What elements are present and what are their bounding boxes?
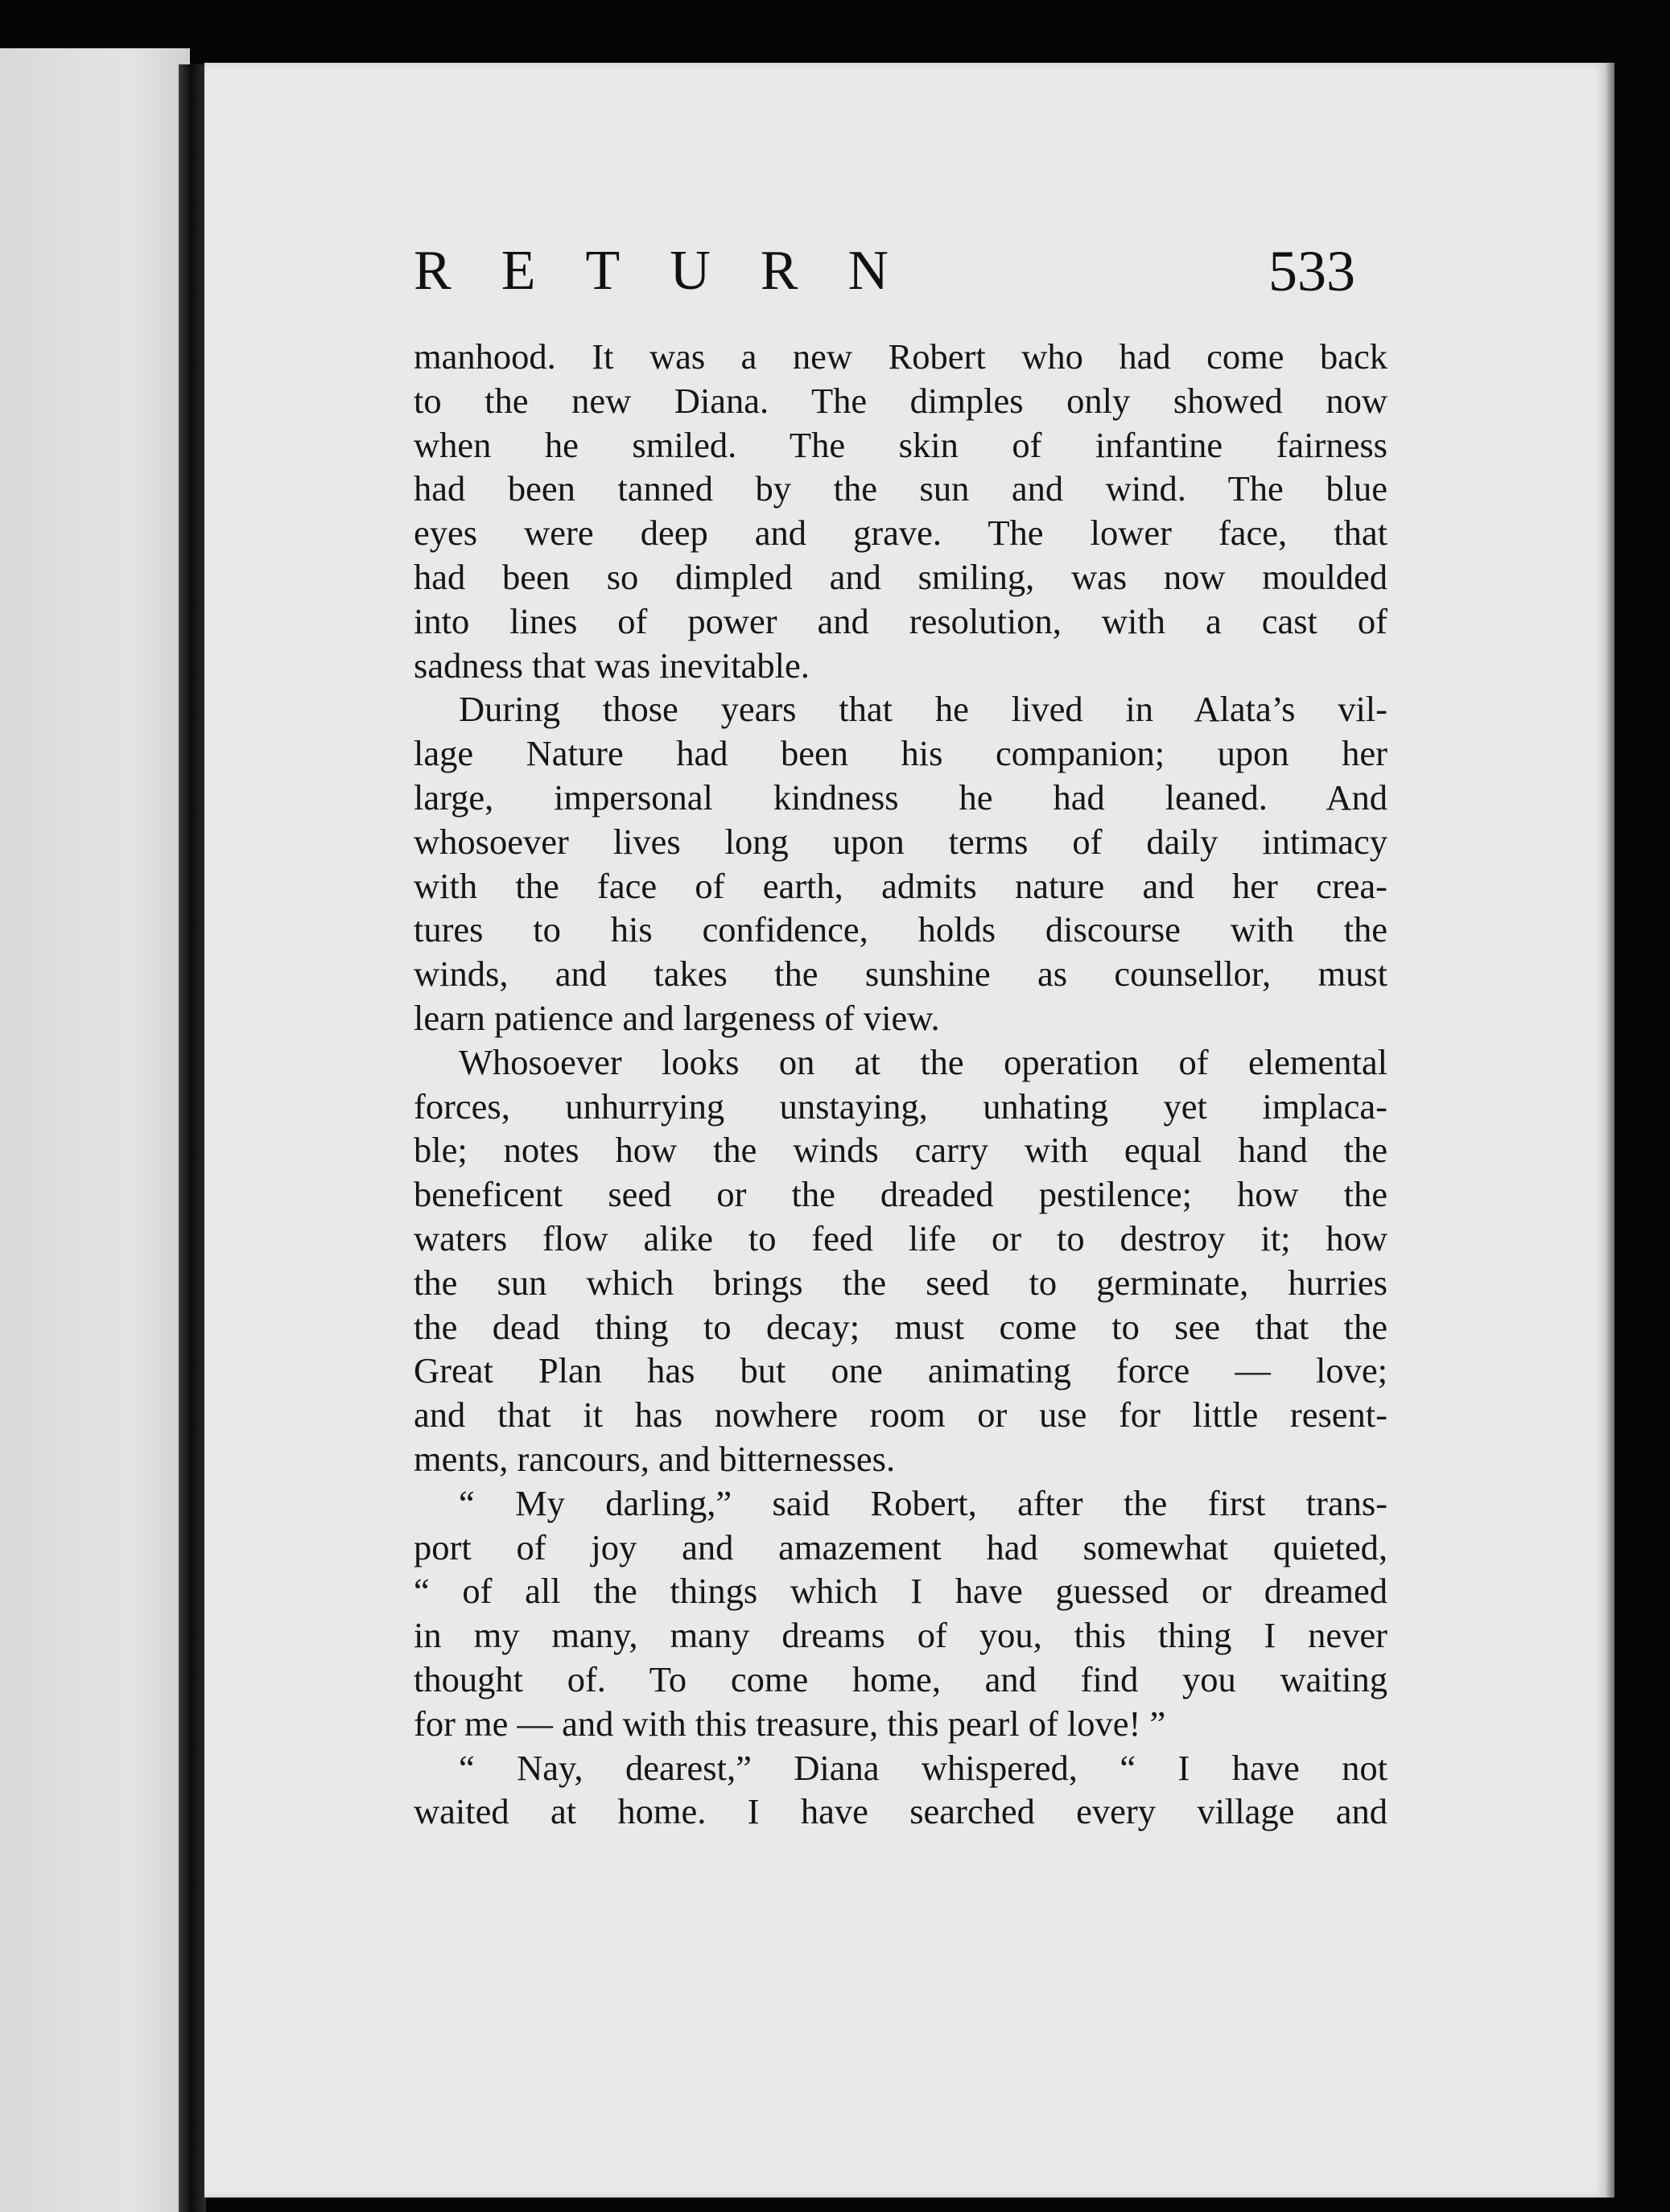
page-header <box>414 235 1355 307</box>
text-line: waters flow alike to feed life or to destroy it; how <box>414 1217 1388 1258</box>
text-line: had been tanned by the sun and wind. The blue <box>414 468 1388 509</box>
facing-page-edge <box>0 48 190 2212</box>
text-line: manhood. It was a new Robert who had come back <box>414 336 1388 377</box>
text-line: large, impersonal kindness he had leaned. And <box>414 776 1388 818</box>
text-line: tures to his confidence, holds discourse with the <box>414 909 1388 950</box>
text-line: ments, rancours, and bitternesses. <box>414 1438 896 1479</box>
text-line: beneficent seed or the dreaded pestilence; how the <box>414 1174 1388 1215</box>
text-line: thought of. To come home, and find you waiting <box>414 1658 1388 1699</box>
text-line: ble; notes how the winds carry with equal hand the <box>414 1130 1388 1171</box>
text-line: waited at home. I have searched every village and <box>414 1791 1388 1832</box>
text-line: winds, and takes the sunshine as counsellor, must <box>414 954 1388 995</box>
text-line: sadness that was inevitable. <box>414 645 810 686</box>
text-line: the dead thing to decay; must come to see that the <box>414 1306 1388 1347</box>
text-line: in my many, many dreams of you, this thing I never <box>414 1615 1388 1656</box>
text-line: into lines of power and resolution, with a cast of <box>414 600 1388 641</box>
text-line: forces, unhurrying unstaying, unhating yet implaca- <box>414 1085 1388 1127</box>
text-line: Whosoever looks on at the operation of elemental <box>459 1041 1388 1082</box>
text-line: “ of all the things which I have guessed or dreamed <box>414 1571 1388 1612</box>
book-gutter <box>179 64 206 2212</box>
text-line: “ Nay, dearest,” Diana whispered, “ I have not <box>459 1747 1388 1788</box>
text-line: port of joy and amazement had somewhat quieted, <box>414 1526 1388 1567</box>
text-line: and that it has nowhere room or use for little resent- <box>414 1394 1388 1436</box>
text-line: had been so dimpled and smiling, was now moulded <box>414 556 1388 597</box>
text-line: eyes were deep and grave. The lower face, that <box>414 513 1388 554</box>
text-line: to the new Diana. The dimples only showed now <box>414 380 1388 421</box>
running-title: RETURN <box>414 240 938 302</box>
page-edge-shadow <box>1606 63 1614 2198</box>
text-line: whosoever lives long upon terms of daily intimacy <box>414 821 1388 862</box>
text-line: with the face of earth, admits nature and her crea- <box>414 865 1388 906</box>
text-line: lage Nature had been his companion; upon her <box>414 733 1388 774</box>
text-line: During those years that he lived in Alata’s vil- <box>459 689 1388 730</box>
text-line: Great Plan has but one animating force — love; <box>414 1350 1388 1391</box>
text-line: for me — and with this treasure, this pearl of love! ” <box>414 1703 1166 1744</box>
text-line: “ My darling,” said Robert, after the first trans- <box>459 1482 1388 1523</box>
text-line: learn patience and largeness of view. <box>414 997 940 1038</box>
text-line: the sun which brings the seed to germinate, hurries <box>414 1262 1388 1303</box>
body-text <box>414 335 1388 1864</box>
text-line: when he smiled. The skin of infantine fairness <box>414 424 1388 465</box>
page-number: 533 <box>1268 239 1355 303</box>
